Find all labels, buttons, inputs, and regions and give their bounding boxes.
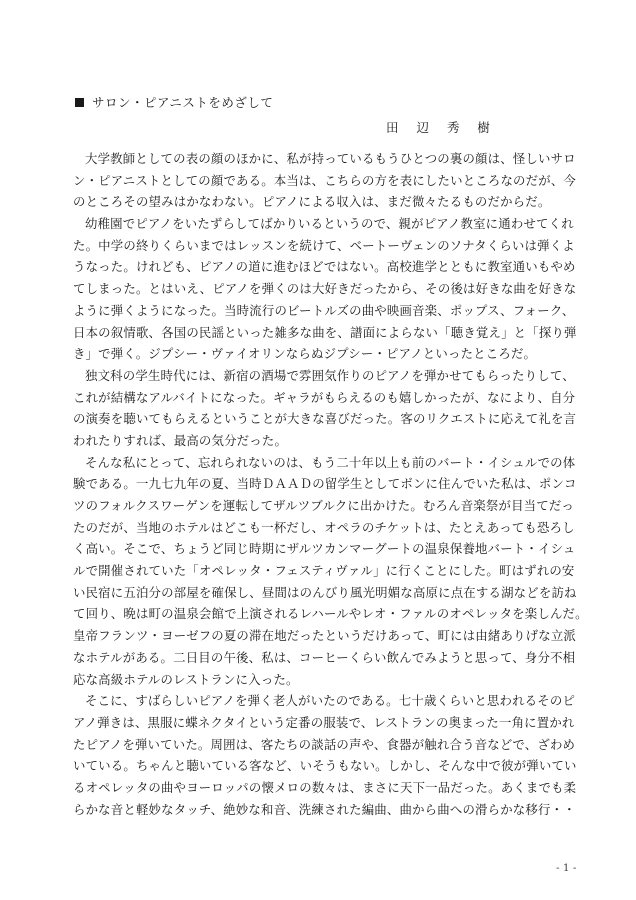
body-line: ン・ピアニストとしての顔である。本当は、こちらの方を表にしたいところなのだが、今 <box>73 172 577 188</box>
body-line: これが結構なアルバイトになった。ギャラがもらえるのも嬉しかったが、なにより、自分 <box>73 389 576 405</box>
body-line: た。中学の終りくらいまではレッスンを続けて、ベートーヴェンのソナタくらいは弾くよ <box>73 237 575 253</box>
black-square-bullet-icon <box>75 98 84 107</box>
author-name: 田 辺 秀 樹 <box>386 120 497 135</box>
page-number: - 1 - <box>556 862 577 874</box>
body-line: われたりすれば、最高の気分だった。 <box>73 432 288 448</box>
body-line: 日本の叙情歌、各国の民謡といった雑多な曲を、譜面によらない「聴き覚え」と「探り弾 <box>73 324 577 340</box>
body-line: うなった。けれども、ピアノの道に進むほどではない。高校進学とともに教室通いもやめ <box>73 259 576 275</box>
body-line: ように弾くようになった。当時流行のビートルズの曲や映画音楽、ポップス、フォーク、 <box>73 302 575 318</box>
essay-body <box>73 148 588 820</box>
body-line: 大学教師としての表の顔のほかに、私が持っているもうひとつの裏の顔は、怪しいサロ <box>85 151 576 166</box>
body-line: たのだが、当地のホテルはどこも一杯だし、オペラのチケットは、たとえあっても恐ろし <box>73 519 575 535</box>
body-line: の演奏を聴いてもらえるということが大きな喜びだった。客のリクエストに応えて礼を言 <box>73 411 577 427</box>
body-line: ルで開催されていた「オペレッタ・フェスティヴァル」に行くことにした。町はずれの安 <box>73 563 575 579</box>
body-line: き」で弾く。ジプシー・ヴァイオリンならぬジプシー・ピアノといったところだ。 <box>73 346 537 362</box>
body-line: るオペレッタの曲やヨーロッパの懐メロの数々は、まさに天下一品だった。あくまでも柔 <box>73 779 577 795</box>
body-line: そんな私にとって、忘れられないのは、もう二十年以上も前のバート・イシュルでの体 <box>85 454 576 470</box>
body-line: て回り、晩は町の温泉会館で上演されるレハールやレオ・ファルのオペレッタを楽しんだ。 <box>73 606 588 622</box>
body-line: い民宿に五泊分の部屋を確保し、昼間はのんびり風光明媚な高原に点在する湖などを訪ね <box>73 584 577 600</box>
body-line: なホテルがある。二日目の午後、私は、コーヒーくらい飲んでみようと思って、身分不相 <box>73 649 576 665</box>
body-line: のところその望みはかなわない。ピアノによる収入は、まだ微々たるものだからだ。 <box>73 194 551 210</box>
body-line: 験である。一九七九年の夏、当時ＤＡＡＤの留学生としてボンに住んでいた私は、ポンコ <box>73 476 577 492</box>
body-line: たピアノを弾いていた。周囲は、客たちの談話の声や、食器が触れ合う音などで、ざわめ <box>73 736 576 752</box>
body-line: アノ弾きは、黒服に蝶ネクタイという定番の服装で、レストランの奥まった一角に置かれ <box>73 714 575 730</box>
section-heading <box>75 93 273 111</box>
heading-text: サロン・ピアニストをめざして <box>92 95 274 110</box>
body-line: 独文科の学生時代には、新宿の酒場で雰囲気作りのピアノを弾かせてもらったりして、 <box>85 367 575 383</box>
body-line: 幼稚園でピアノをいたずらしてばかりいるというので、親がピアノ教室に通わせてくれ <box>85 216 574 232</box>
body-line: てしまった。とはいえ、ピアノを弾くのは大好きだったから、その後は好きな曲を好きな <box>73 281 577 297</box>
body-line: 皇帝フランツ・ヨーゼフの夏の滞在地だったというだけあって、町には由緒ありげな立派 <box>73 628 577 644</box>
body-line: ツのフォルクスワーゲンを運転してザルツブルクに出かけた。むろん音楽祭が目当てだっ <box>73 498 575 513</box>
body-line: らかな音と軽妙なタッチ、絶妙な和音、洗練された編曲、曲から曲への滑らかな移行・・ <box>73 801 576 817</box>
body-line: 応な高級ホテルのレストランに入った。 <box>73 671 299 687</box>
body-line: そこに、すばらしいピアノを弾く老人がいたのである。七十歳くらいと思われるそのピ <box>85 693 576 709</box>
body-line: いている。ちゃんと聴いている客など、いそうもない。しかし、そんな中で彼が弾いてい <box>73 758 577 774</box>
body-line: く高い。そこで、ちょうど同じ時期にザルツカンマーグートの温泉保養地バート・イシュ <box>73 541 576 557</box>
